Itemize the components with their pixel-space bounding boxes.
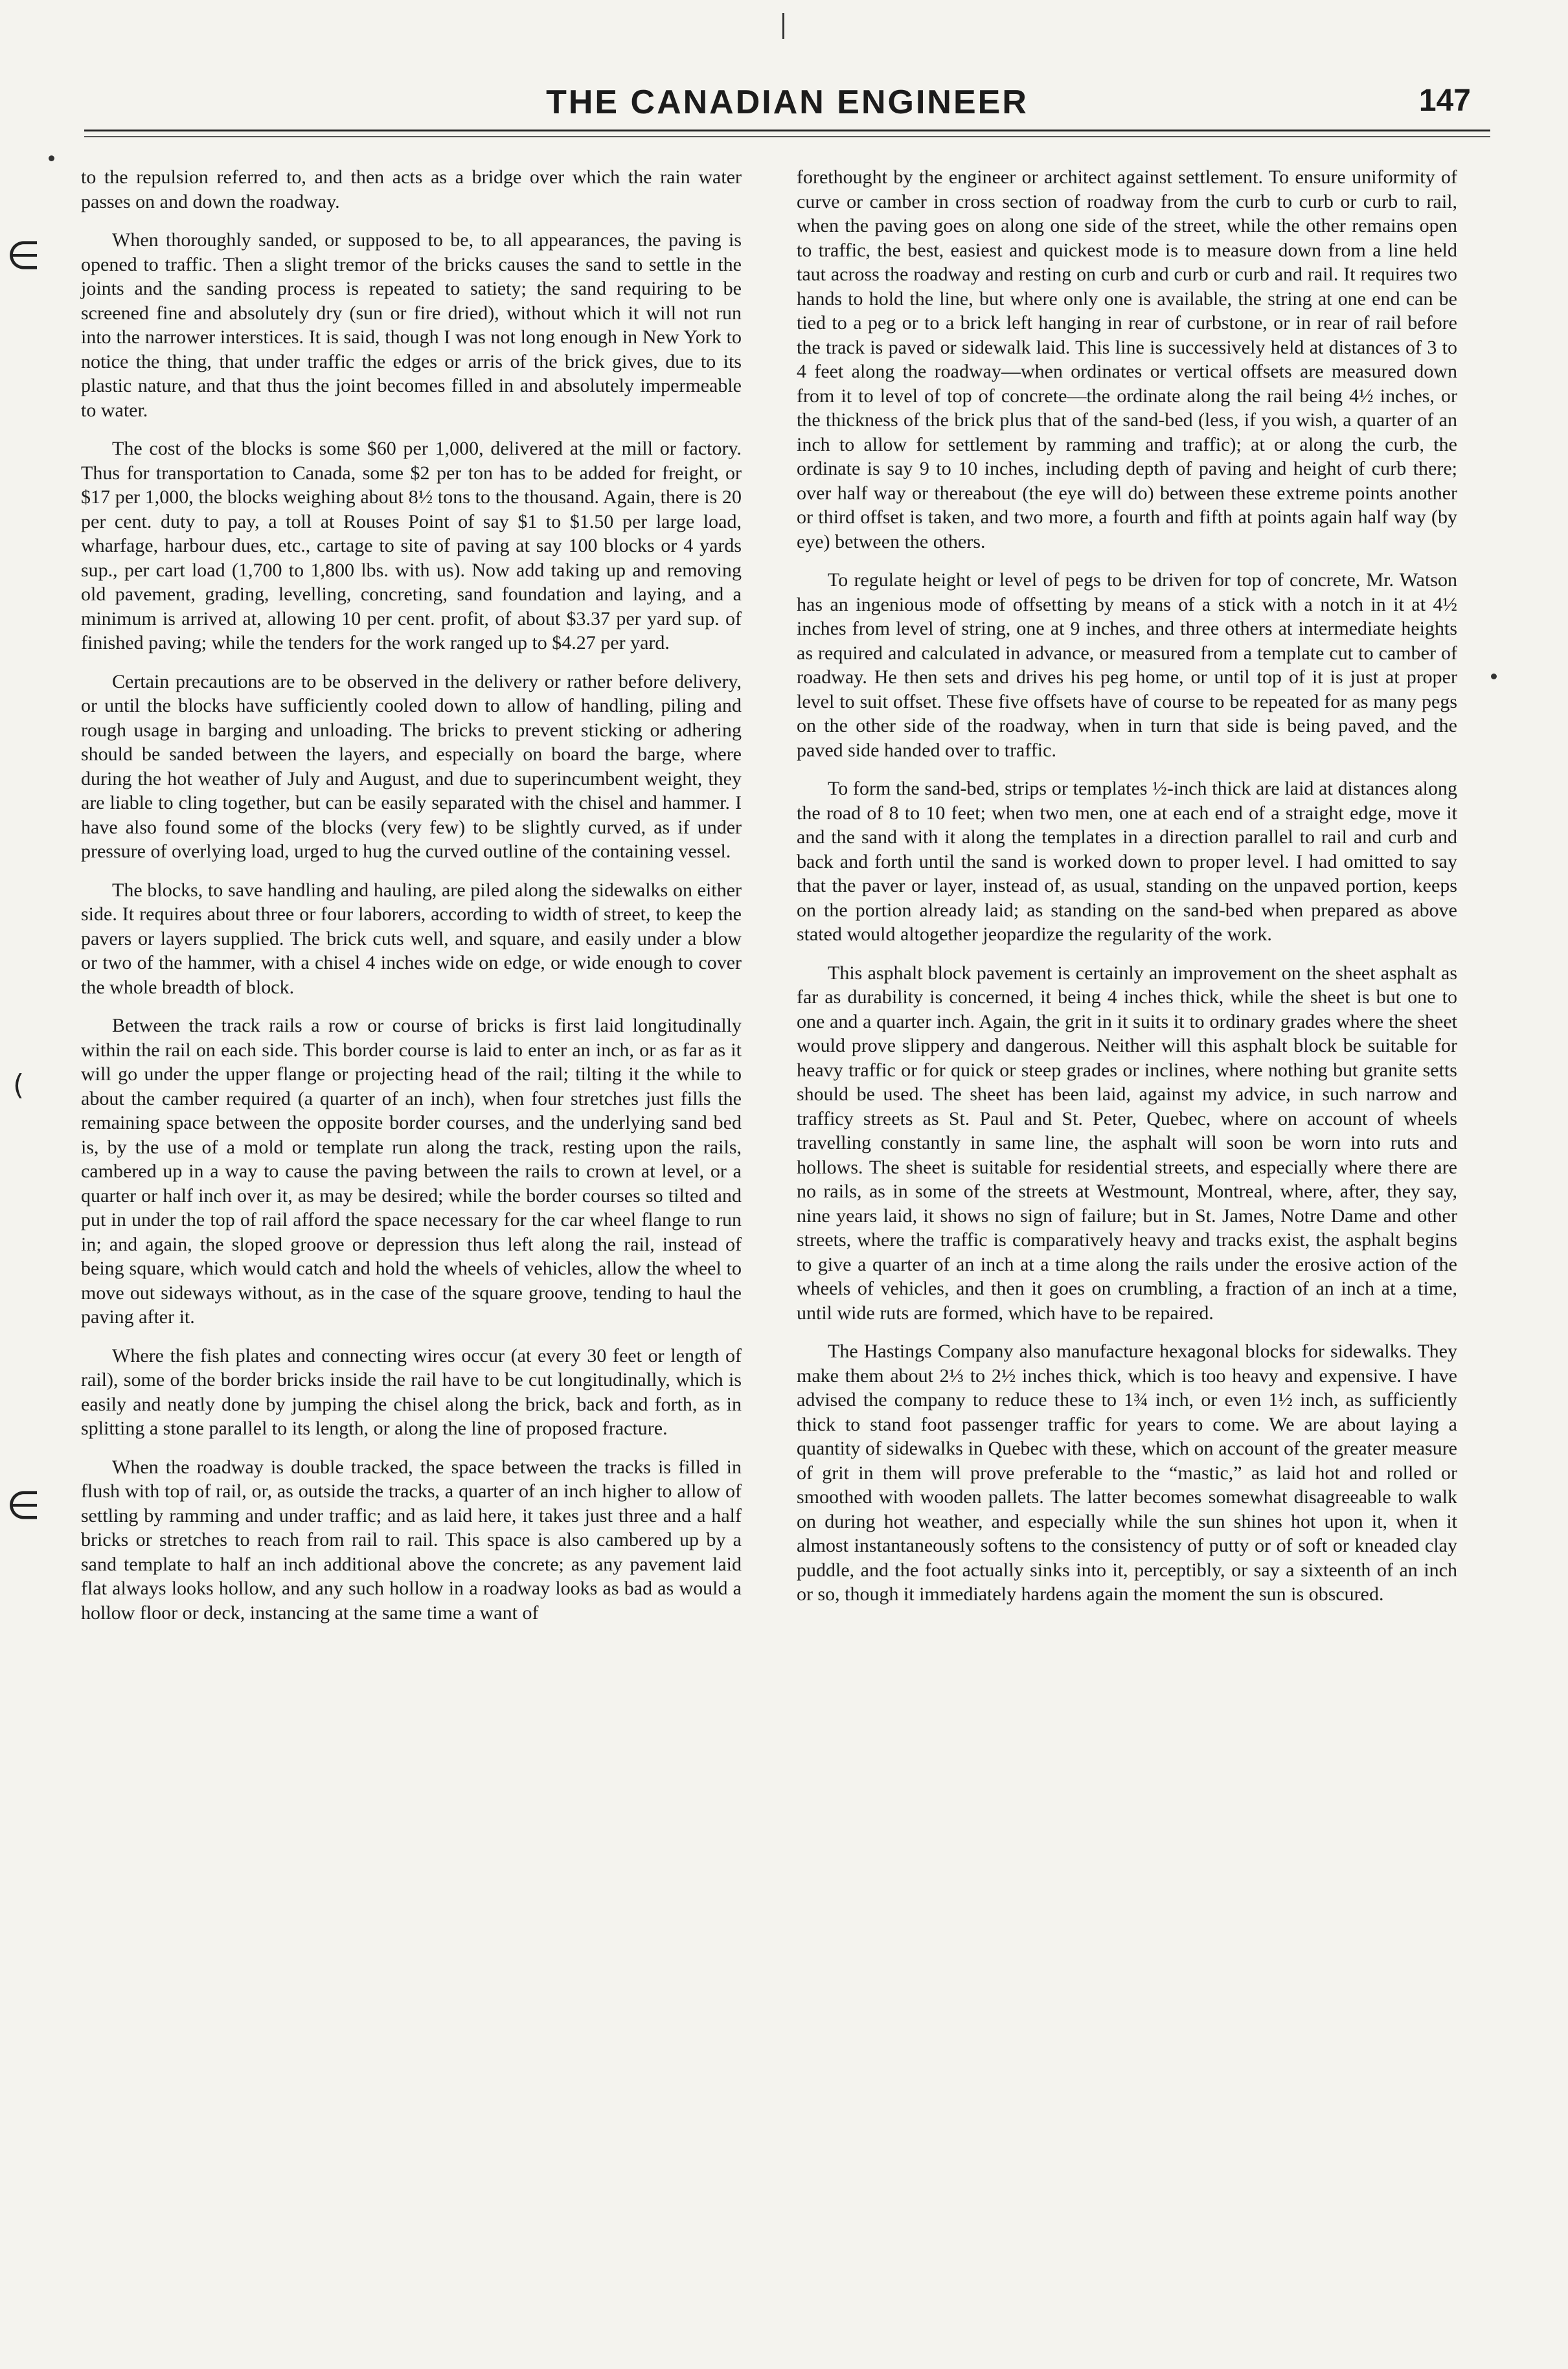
margin-annotation-mark: ∈ [6,233,41,278]
header-rule [84,130,1490,131]
paragraph: The cost of the blocks is some $60 per 1,000, delivered at the mill or factory. Thus for transportation to Canada, some $2 per ton has to be added for freight, or $17 per 1,000, the blocks weighing about 8½ tons to the thousand. Again, there is 20 per cent. duty to pay, a toll at Rouses Point of say $1 to $1.50 per large load, wharfage, harbour dues, etc., cartage to site of paving at say 100 blocks or 4 yards sup., per cart load (1,700 to 1,800 lbs. with us). Now add taking up and removing old pavement, grading, levelling, concreting, sand foundation and laying, and a minimum is arrived at, allowing 10 per cent. profit, of about $3.37 per yard sup. of finished paving; while the tenders for the work ranged up to $4.27 per yard. [81,438,742,653]
paragraph: The blocks, to save handling and hauling, are piled along the sidewalks on either side. It requires about three or four laborers, according to width of street, to keep the pavers or layers supplied. The brick cuts well, and square, and easily under a blow or two of the hammer, with a chisel 4 inches wide on edge, or wide enough to cover the whole breadth of block. [81,879,742,998]
paragraph: This asphalt block pavement is certainly an improvement on the sheet asphalt as far as durability is concerned, it being 4 inches thick, while the sheet is but one to one and a quarter inch. Again, the grit in it suits it to ordinary grades where the sheet would prove slippery and dangerous. Neither will this asphalt block be suitable for heavy traffic or for quick or steep grades or inclines, where nothing but granite setts should be used. The sheet has been laid, against my advice, in such narrow and trafficy streets as St. Paul and St. Peter, Quebec, where on account of wheels travelling constantly in same line, the asphalt will soon be worn into ruts and hollows. The sheet is suitable for residential streets, and especially where there are no rails, as in some of the streets at Westmount, Montreal, where, after, they say, nine years laid, it shows no sign of failure; but in St. James, Notre Dame and other streets, where the traffic is comparatively heavy and tracks exist, the asphalt begins to give a quarter of an inch at a time along the rails under the erosive action of the wheels of vehicles, and then it goes on crumbling, a fraction of an inch at a time, until wide ruts are formed, which have to be repaired. [797,962,1457,1324]
page-number: 147 [1418,84,1471,118]
paragraph: to the repulsion referred to, and then acts as a bridge over which the rain water passes on and down the roadway. [81,166,742,212]
right-column [797,165,1457,1621]
paragraph: forethought by the engineer or architect against settlement. To ensure uniformity of curve or camber in cross section of roadway from the curb to curb or curb to rail, when the paving goes on along one side of the street, while the other remains open to traffic, the best, easiest and quickest mode is to measure down from a line held taut across the roadway and resting on curb and curb or curb and rail. It requires two hands to hold the line, but where only one is available, the string at one end can be tied to a peg or to a brick left hanging in rear of curbstone, or in rear of rail before the track is paved or sidewalk laid. This line is successively held at distances of 3 to 4 feet along the roadway—when ordinates or vertical offsets are measured down from it to level of top of concrete—the ordinate along the rail being 4½ inches, or the thickness of the brick plus that of the sand-bed (less, if you wish, a quarter of an inch to allow for settlement by ramming and traffic); at or along the curb, the ordinate is say 9 to 10 inches, including depth of paving and height of curb there; over half way or thereabout (the eye will do) between these extreme points another or third offset is taken, and two more, a fourth and fifth at points again half way (by eye) between the others. [797,166,1457,552]
paragraph: When the roadway is double tracked, the space between the tracks is filled in flush with top of rail, or, as outside the tracks, a quarter of an inch higher to allow of settling by ramming and under traffic; and as laid here, it takes just three and a half bricks or stretches to reach from rail to rail. This space is also cambered up by a sand template to half an inch additional above the concrete; as any pavement laid flat always looks hollow, and any such hollow in a roadway looks as bad as would a hollow floor or deck, instancing at the same time a want of [81,1456,742,1624]
margin-annotation-mark: ( [13,1069,25,1102]
page-header [84,76,1490,135]
binding-mark [782,13,784,39]
margin-dot [49,155,54,161]
paragraph: Certain precautions are to be observed in the delivery or rather before delivery, or until the blocks have sufficiently cooled down to allow of handling, piling and rough usage in barging and unloading. The bricks to prevent sticking or adhering should be sanded between the layers, and especially on board the barge, where during the hot weather of July and August, and due to superincumbent weight, they are liable to cling together, but can be easily separated with the chisel and hammer. I have also found some of the blocks (very few) to be slightly curved, as if under pressure of overlying load, urged to hug the curved outline of the containing vessel. [81,670,742,862]
header-rule-secondary [84,136,1490,137]
paragraph: To regulate height or level of pegs to be driven for top of concrete, Mr. Watson has an ingenious mode of offsetting by means of a stick with a notch in it at 4½ inches from level of string, one at 9 inches, and three others at intermediate heights as required and calculated in advance, or measured from a template cut to camber of roadway. He then sets and drives his peg home, or until top of it is just at proper level to suit offset. These five offsets have of course to be repeated for as many pegs on the other side of the roadway, when in turn that side is being paved, and the paved side handed over to traffic. [797,569,1457,761]
paragraph: The Hastings Company also manufacture hexagonal blocks for sidewalks. They make them about 2⅓ to 2½ inches thick, which is too heavy and expensive. I have advised the company to reduce these to 1¾ inch, or even 1½ inch, as sufficiently thick to stand foot passenger traffic for years to come. We are about laying a quantity of sidewalks in Quebec with these, which on account of the greater measure of grit in them will prove preferable to the “mastic,” as laid hot and rolled or smoothed with wooden pallets. The latter becomes somewhat disagreeable to walk on during hot weather, and especially while the sun shines hot upon it, when it almost instantaneously softens to the consistency of putty or of soft or kneaded clay puddle, and the foot actually sinks into it, perceptibly, or say a sixteenth of an inch or so, though it immediately hardens again the moment the sun is obscured. [797,1341,1457,1605]
left-column [81,165,742,1639]
paragraph: To form the sand-bed, strips or templates ½-inch thick are laid at distances along the road of 8 to 10 feet; when two men, one at each end of a straight edge, move it and the sand with it along the templates in a direction parallel to rail and curb and back and forth until the sand is worked down to proper level. I had omitted to say that the paver or layer, instead of, as usual, standing on the unpaved portion, keeps on the portion already laid; as standing on the sand-bed when prepared as above stated would altogether jeopardize the regularity of the work. [797,778,1457,945]
margin-annotation-mark: ∈ [6,1483,41,1528]
margin-dot [1491,674,1497,679]
journal-title: THE CANADIAN ENGINEER [546,84,1028,121]
paragraph: Where the fish plates and connecting wires occur (at every 30 feet or length of rail), some of the border bricks inside the rail have to be cut longitudinally, which is easily and neatly done by jumping the chisel along the brick, back and forth, as in splitting a stone parallel to its length, or along the line of proposed fracture. [81,1344,742,1439]
paragraph: When thoroughly sanded, or supposed to be, to all appearances, the paving is opened to traffic. Then a slight tremor of the bricks causes the sand to settle in the joints and the sanding process is repeated to satiety; the sand requiring to be screened fine and absolutely dry (sun or fire dried), without which it will not run into the narrower interstices. It is said, though I was not long enough in New York to notice the thing, that under traffic the edges or arris of the brick gives, due to its plastic nature, and that thus the joint becomes filled in and absolutely impermeable to water. [81,229,742,421]
paragraph: Between the track rails a row or course of bricks is first laid longitudinally within the rail on each side. This border course is laid to enter an inch, or as far as it will go under the upper flange or projecting head of the rail; tilting it the while to about the camber required (a quarter of an inch), when four stretches just fills the remaining space between the opposite border courses, and the underlying sand bed is, by the use of a mold or template run along the track, resting upon the rails, cambered up in a way to cause the paving between the rails to crown at level, or a quarter or half inch over it, as may be desired; while the border courses so tilted and put in under the top of rail afford the space necessary for the car wheel flange to run in; and again, the sloped groove or depression thus left along the rail, instead of being square, which would catch and hold the wheels of vehicles, allow the wheel to move out sideways without, as in the case of the square groove, tending to haul the paving after it. [81,1015,742,1328]
